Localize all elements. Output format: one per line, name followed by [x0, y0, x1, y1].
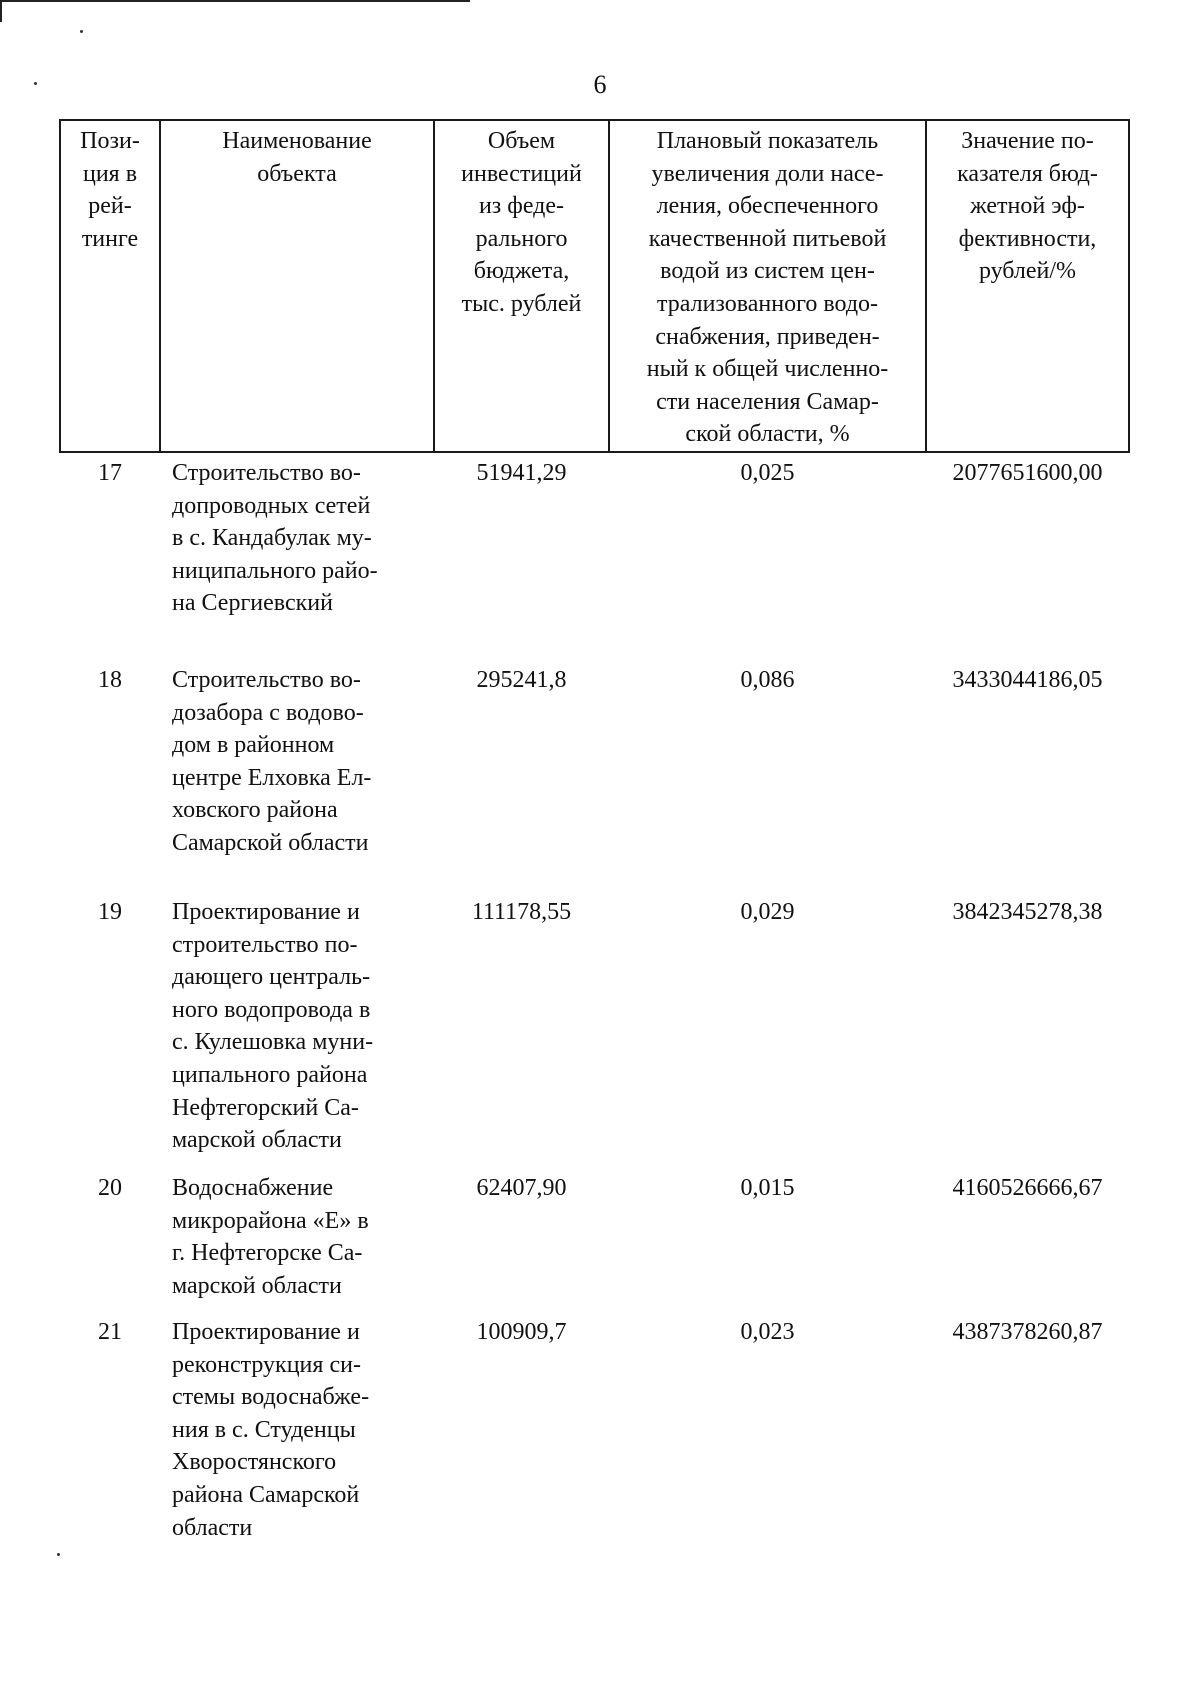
cell-name-text: Проектирование и строительство по- дающего централь- ного водопровода в с. Кулешовка муни- ципального района Нефтегорский Са- марской области — [172, 898, 374, 1154]
cell-investment — [434, 1312, 609, 1544]
cell-plan-text: 0,086 — [740, 666, 795, 693]
cell-plan — [609, 1312, 926, 1544]
cell-plan — [609, 660, 926, 892]
cell-name-text: Проектирование и реконструкция си- стемы водоснабже- ния в с. Студенцы Хворостянского района Самарской области — [172, 1318, 370, 1541]
cell-position — [60, 892, 160, 1168]
table-header-row — [60, 120, 1129, 452]
cell-position — [60, 452, 160, 660]
header-investment — [434, 120, 609, 452]
cell-efficiency-text: 2077651600,00 — [952, 459, 1103, 486]
cell-efficiency — [926, 452, 1129, 660]
header-position — [60, 120, 160, 452]
table-row — [60, 1168, 1129, 1312]
header-plan-indicator-text: Плановый показатель увеличения доли насе- ления, обеспеченного качественной питьевой водой из систем цен- трализованного водо- снабжения, приведен- ный к общей численно- сти населения Самар- ской области, % — [646, 128, 889, 448]
header-object-name-text: Наименование объекта — [222, 128, 372, 187]
cell-position-text: 19 — [98, 898, 122, 925]
cell-position — [60, 1312, 160, 1544]
table-row — [60, 1312, 1129, 1544]
cell-position-text: 17 — [98, 459, 122, 486]
scan-speck — [80, 30, 83, 33]
cell-name-text: Строительство во- допроводных сетей в с. Кандабулак му- ниципального райо- на Сергиевский — [172, 459, 378, 617]
cell-efficiency-text: 3433044186,05 — [952, 666, 1103, 693]
scan-border-edge — [0, 0, 2, 22]
cell-investment-text: 111178,55 — [471, 898, 572, 925]
cell-plan — [609, 1168, 926, 1312]
cell-investment-text: 100909,7 — [476, 1318, 567, 1345]
cell-name — [160, 1312, 434, 1544]
header-plan-indicator — [609, 120, 926, 452]
cell-investment-text: 295241,8 — [476, 666, 567, 693]
cell-plan-text: 0,015 — [740, 1174, 795, 1201]
cell-name — [160, 660, 434, 892]
table-row — [60, 452, 1129, 660]
cell-investment-text: 51941,29 — [476, 459, 567, 486]
cell-plan — [609, 452, 926, 660]
header-object-name — [160, 120, 434, 452]
scan-speck — [57, 1553, 60, 1556]
cell-position-text: 20 — [98, 1174, 122, 1201]
cell-name — [160, 452, 434, 660]
page-number: 6 — [593, 70, 607, 99]
cell-investment — [434, 660, 609, 892]
cell-plan — [609, 892, 926, 1168]
cell-name — [160, 1168, 434, 1312]
investment-rating-table — [59, 119, 1130, 1544]
scan-border-line — [0, 0, 470, 2]
cell-efficiency — [926, 1312, 1129, 1544]
cell-investment-text: 62407,90 — [476, 1174, 567, 1201]
table-row — [60, 660, 1129, 892]
table-row — [60, 892, 1129, 1168]
cell-efficiency — [926, 660, 1129, 892]
header-efficiency — [926, 120, 1129, 452]
cell-position-text: 18 — [98, 666, 122, 693]
header-efficiency-text: Значение по- казателя бюд- жетной эф- фективности, рублей/% — [957, 128, 1098, 285]
cell-name-text: Водоснабжение микрорайона «Е» в г. Нефтегорске Са- марской области — [172, 1174, 369, 1299]
header-position-text: Пози- ция в рей- тинге — [80, 128, 140, 252]
cell-name — [160, 892, 434, 1168]
cell-position — [60, 660, 160, 892]
cell-efficiency-text: 3842345278,38 — [952, 898, 1103, 925]
cell-position-text: 21 — [98, 1318, 122, 1345]
cell-investment — [434, 892, 609, 1168]
cell-name-text: Строительство во- дозабора с водово- дом в районном центре Елховка Ел- ховского района Самарской области — [172, 666, 372, 856]
cell-plan-text: 0,025 — [740, 459, 795, 486]
cell-efficiency-text: 4160526666,67 — [952, 1174, 1103, 1201]
cell-plan-text: 0,029 — [740, 898, 795, 925]
cell-efficiency — [926, 1168, 1129, 1312]
cell-position — [60, 1168, 160, 1312]
header-investment-text: Объем инвестиций из феде- рального бюджета, тыс. рублей — [461, 128, 582, 317]
cell-efficiency-text: 4387378260,87 — [952, 1318, 1103, 1345]
cell-plan-text: 0,023 — [740, 1318, 795, 1345]
cell-efficiency — [926, 892, 1129, 1168]
cell-investment — [434, 452, 609, 660]
cell-investment — [434, 1168, 609, 1312]
